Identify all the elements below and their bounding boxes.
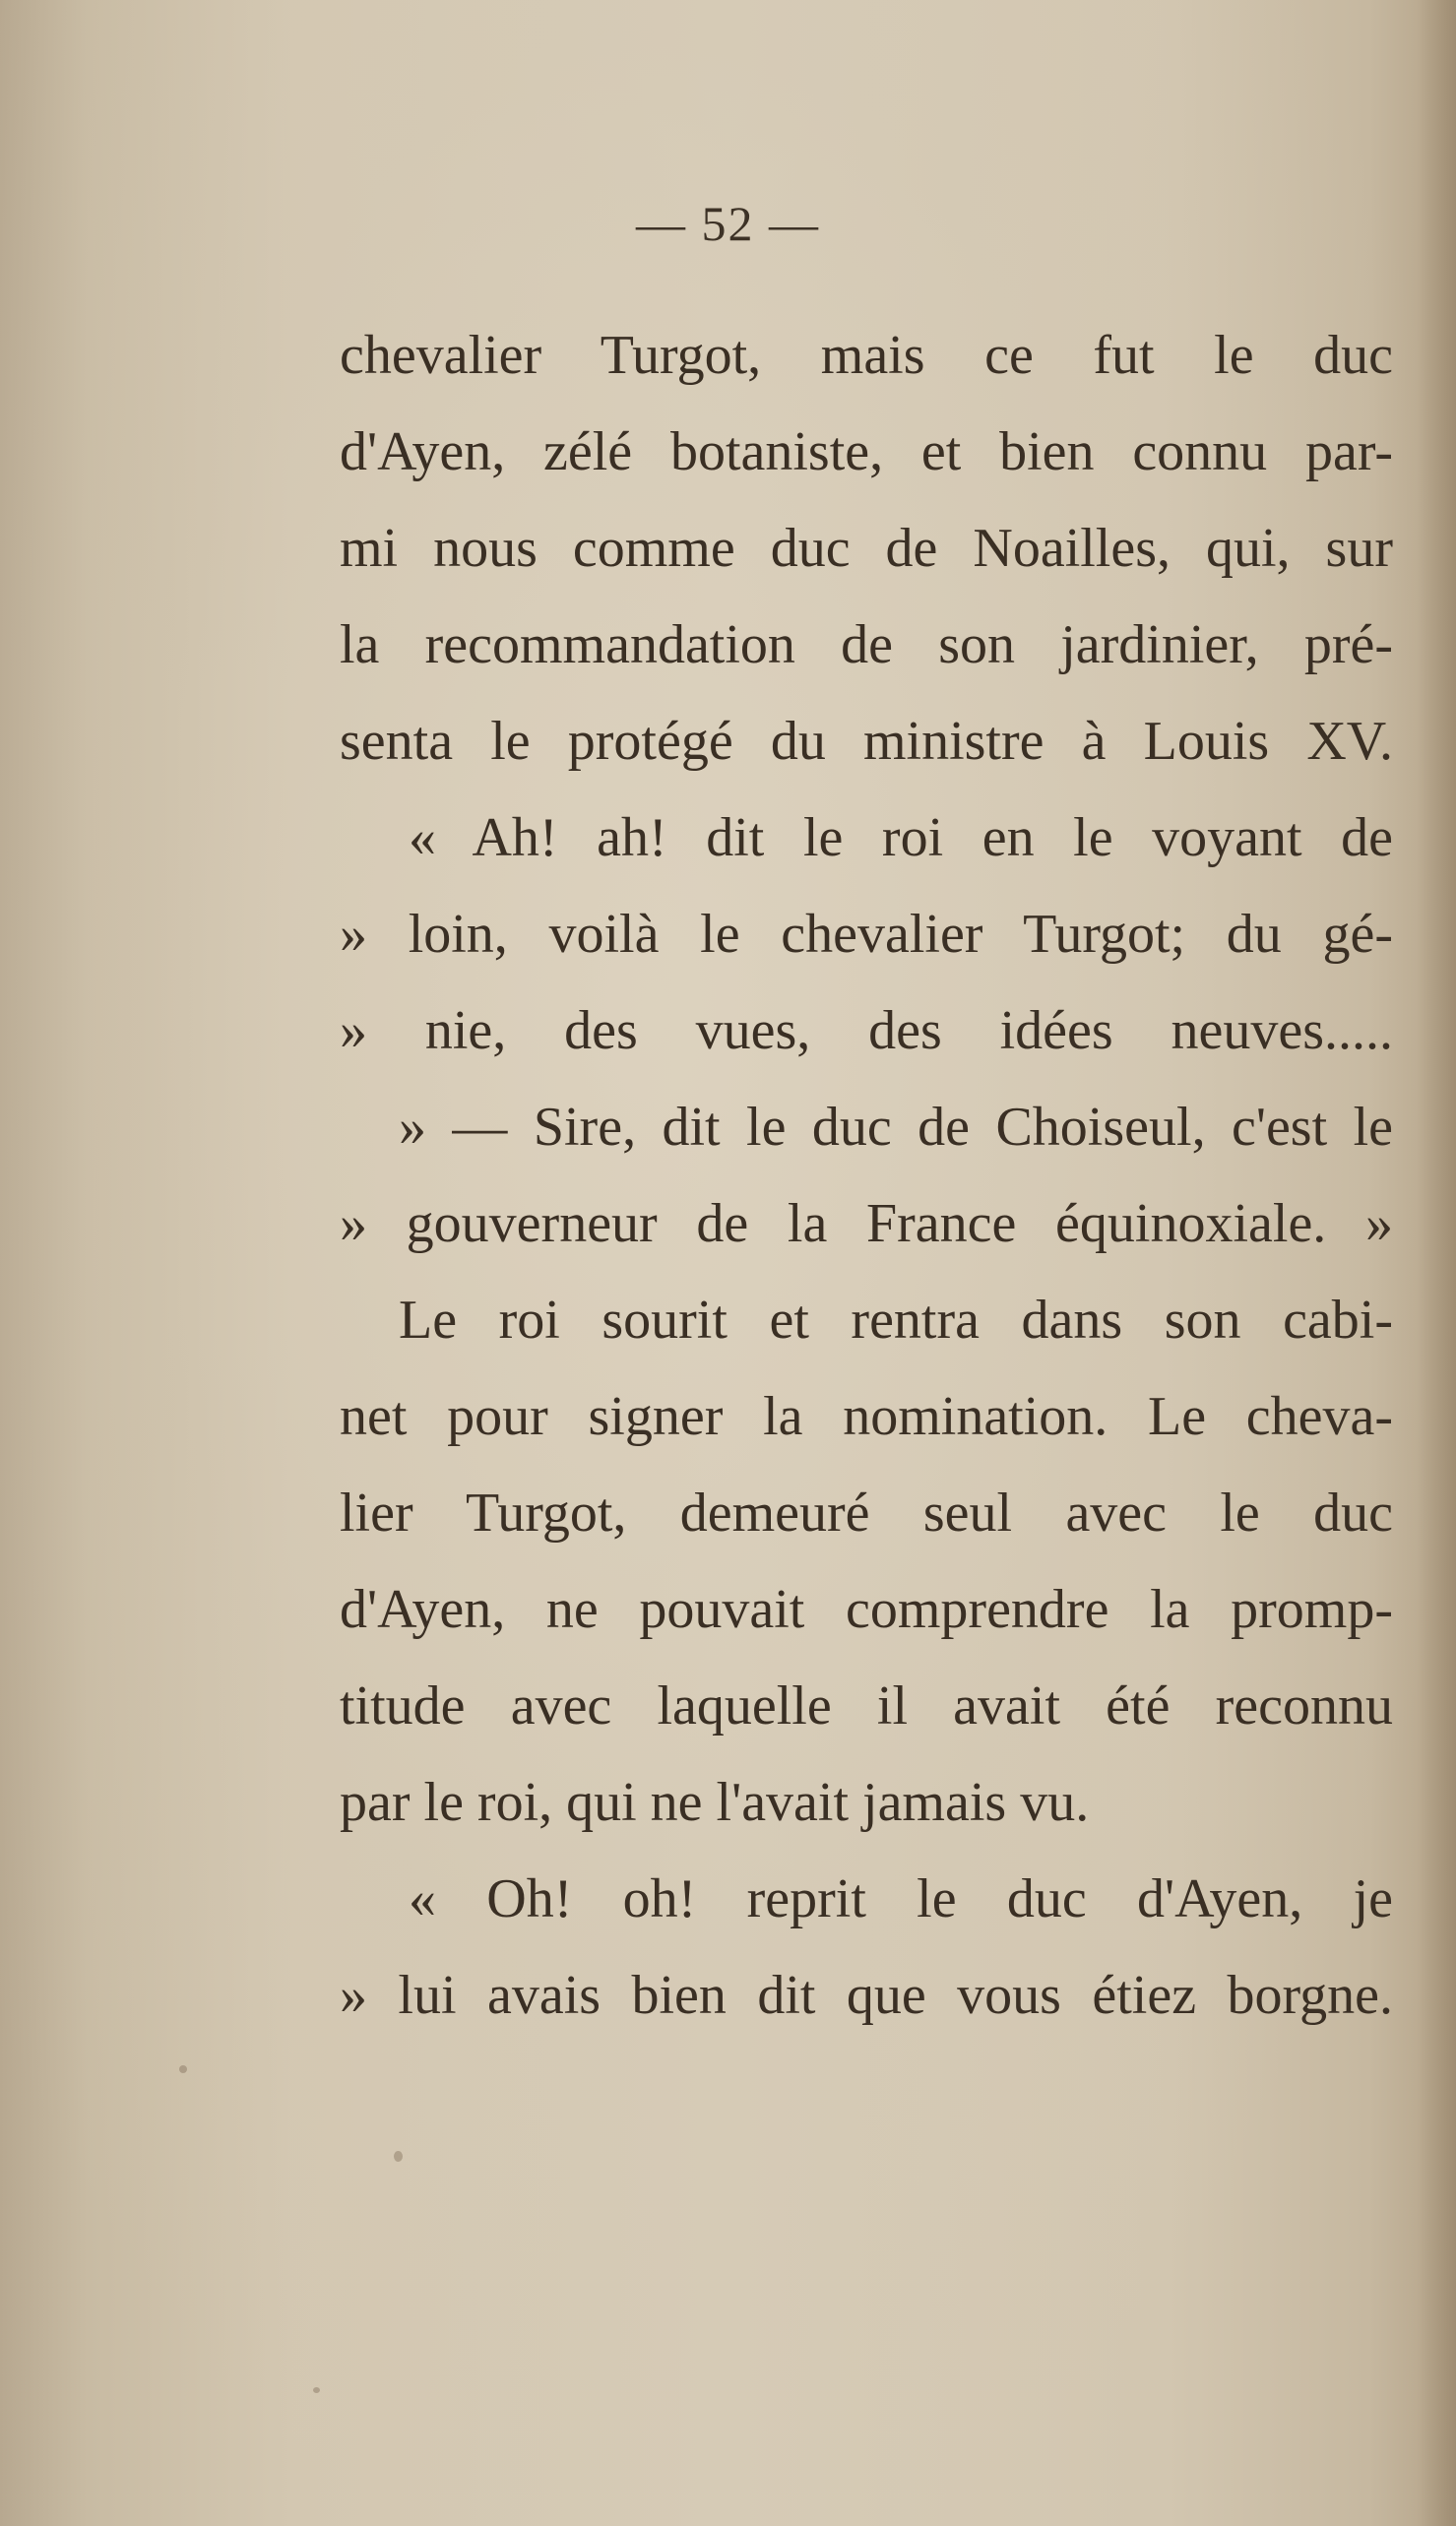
text-line: » gouverneur de la France équinoxiale. » [340, 1193, 1393, 1254]
page-number: — 52 — [636, 196, 820, 251]
foxing-spot [179, 2065, 187, 2073]
text-line: senta le protégé du ministre à Louis XV. [340, 711, 1393, 772]
text-line: Le roi sourit et rentra dans son cabi- [399, 1290, 1393, 1351]
text-line: « Oh! oh! reprit le duc d'Ayen, je [409, 1868, 1393, 1929]
text-line: lier Turgot, demeuré seul avec le duc [340, 1483, 1393, 1544]
text-line: » — Sire, dit le duc de Choiseul, c'est le [399, 1097, 1393, 1158]
text-line: « Ah! ah! dit le roi en le voyant de [409, 807, 1393, 868]
text-line: mi nous comme duc de Noailles, qui, sur [340, 518, 1393, 579]
text-line: titude avec laquelle il avait été reconnu [340, 1675, 1393, 1737]
text-line: » lui avais bien dit que vous étiez borgne. [340, 1965, 1393, 2026]
foxing-spot [313, 2387, 320, 2393]
body-text [340, 307, 1393, 2044]
text-line: d'Ayen, ne pouvait comprendre la promp- [340, 1579, 1393, 1640]
text-line: net pour signer la nomination. Le cheva- [340, 1386, 1393, 1447]
text-line: » nie, des vues, des idées neuves..... [340, 1000, 1393, 1061]
foxing-spot [394, 2151, 403, 2162]
text-line: chevalier Turgot, mais ce fut le duc [340, 325, 1393, 386]
text-line: » loin, voilà le chevalier Turgot; du gé- [340, 904, 1393, 965]
text-line: par le roi, qui ne l'avait jamais vu. [340, 1772, 1090, 1833]
text-line: d'Ayen, zélé botaniste, et bien connu par- [340, 421, 1393, 482]
text-line: la recommandation de son jardinier, pré- [340, 614, 1393, 675]
page-edge-shadow [1417, 0, 1456, 2526]
